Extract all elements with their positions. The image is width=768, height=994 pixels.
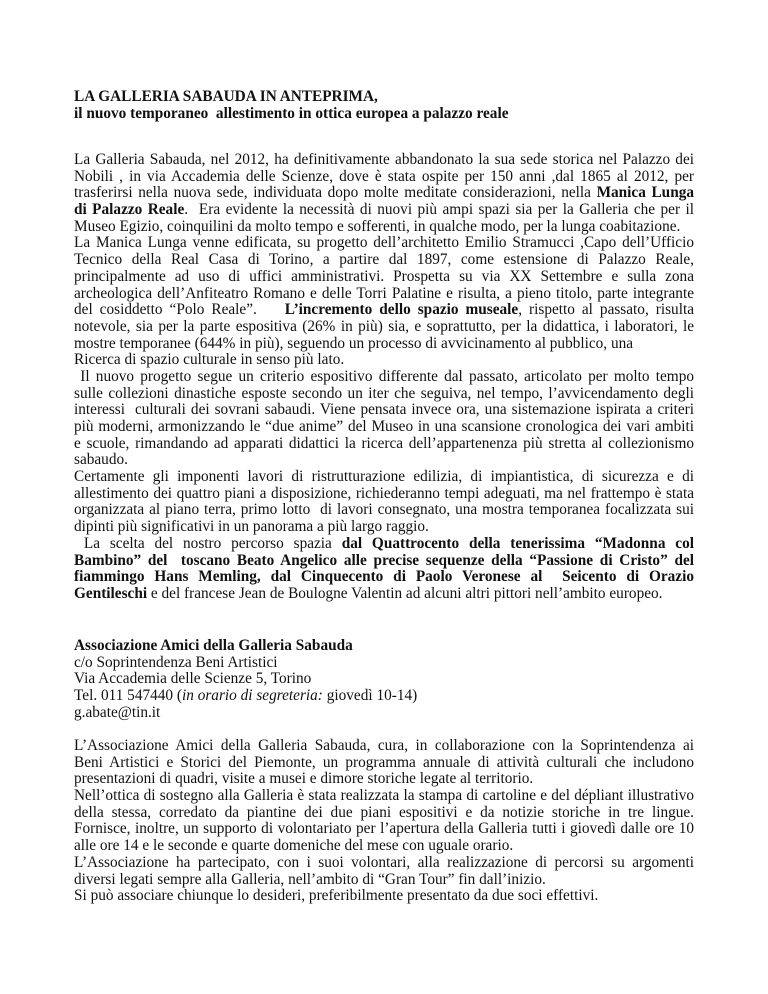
text-run: La Galleria Sabauda, nel 2012, ha definitivamente abbandonato la sua sede storica nel Palazzo dei bbox=[74, 151, 694, 168]
text-run: archeologica dell’Anfiteatro Romano e delle Torri Palatine e risulta, a pieno titolo, parte integrante bbox=[74, 284, 694, 302]
text-line bbox=[74, 352, 694, 369]
text-run: e del francese Jean de Boulogne Valentin ad alcuni altri pittori nell’ambito europeo. bbox=[147, 584, 663, 602]
text-run: . Era evidente la necessità di nuovi più ampi spazi sia per la Galleria che per il bbox=[184, 201, 694, 219]
text-line bbox=[74, 888, 694, 905]
text-line bbox=[74, 185, 694, 202]
text-line bbox=[74, 252, 694, 269]
text-run: interessi culturali dei sovrani sabaudi. Viene pensata invece ora, una sistemazione ispirata a criteri bbox=[74, 401, 694, 419]
text-run: Beni Artistici e Storici del Piemonte, un programma annuale di attività culturali che includono bbox=[74, 753, 694, 771]
text-line bbox=[74, 452, 694, 469]
text-line bbox=[74, 502, 694, 519]
text-line bbox=[74, 89, 694, 106]
text-line bbox=[74, 536, 694, 553]
text-line bbox=[74, 671, 694, 688]
text-run: del cosiddetto “Polo Reale”. bbox=[74, 301, 285, 319]
text-line bbox=[74, 688, 694, 705]
association-description bbox=[74, 738, 694, 905]
text-line bbox=[74, 705, 694, 722]
text-run: Tel. 011 547440 ( bbox=[74, 687, 182, 705]
text-line bbox=[74, 436, 694, 453]
text-line bbox=[74, 821, 694, 838]
text-run: Via Accademia delle Scienze 5, Torino bbox=[74, 670, 312, 688]
text-run: allestimento dei quattro piani a disposizione, richiederanno tempi adeguati, ma nel frattempo è stata bbox=[74, 484, 694, 502]
text-line bbox=[74, 755, 694, 772]
text-line bbox=[74, 202, 694, 219]
text-run: dipinti più significativi in un panorama a più largo raggio. bbox=[74, 518, 429, 536]
association-contact bbox=[74, 638, 694, 721]
text-run: trasferirsi nella nuova sede, individuata dopo molte meditate considerazioni, nella bbox=[74, 184, 597, 202]
text-line bbox=[74, 469, 694, 486]
text-line bbox=[74, 855, 694, 872]
bold-text: Manica Lunga bbox=[596, 184, 694, 202]
text-line bbox=[74, 235, 694, 252]
text-line bbox=[74, 569, 694, 586]
bold-text: Bambino” del toscano Beato Angelico alle precise sequenze della “Passione di Cristo” del bbox=[74, 551, 694, 569]
text-run: sabaudo. bbox=[74, 451, 128, 469]
bold-text: L’incremento dello spazio museale bbox=[284, 301, 519, 319]
bold-text: LA GALLERIA SABAUDA IN ANTEPRIMA, bbox=[74, 88, 378, 105]
text-run: mostre temporanee (644% in più), seguendo un processo di avvicinamento al pubblico, una bbox=[74, 334, 634, 352]
text-run: Fornisce, inoltre, un supporto di volontariato per l’apertura della Galleria tutti i giovedì dalle ore 10 bbox=[74, 820, 694, 838]
bold-text: fiammingo Hans Memling, dal Cinquecento di Paolo Veronese al Seicento di Orazio bbox=[74, 568, 694, 586]
text-run: alle ore 14 e le seconde e quarte domeniche del mese con uguale orario. bbox=[74, 837, 514, 855]
text-line bbox=[74, 419, 694, 436]
text-line bbox=[74, 638, 694, 655]
text-line bbox=[74, 106, 694, 123]
text-line bbox=[74, 553, 694, 570]
text-line bbox=[74, 269, 694, 286]
text-run: Si può associare chiunque lo desideri, preferibilmente presentato da due soci effettivi. bbox=[74, 887, 599, 905]
article-heading bbox=[74, 89, 694, 122]
text-run: sulle collezioni dinastiche esposte secondo un iter che seguiva, nel tempo, l’avvicendamento degli bbox=[74, 384, 694, 402]
text-line bbox=[74, 319, 694, 336]
text-run: notevole, sia per la parte espositiva (26% in più) sia, e soprattutto, per la didattica, i laboratori, le bbox=[74, 317, 694, 335]
text-run: , rispetto al passato, risulta bbox=[518, 301, 694, 319]
italic-text: in orario di segreteria: bbox=[181, 687, 323, 705]
text-run: principalmente ad uso di uffici amministrativi. Prospetta su via XX Settembre e sulla zona bbox=[74, 267, 694, 285]
text-line bbox=[74, 286, 694, 303]
text-run: organizzata al piano terra, primo lotto di lavori consegnato, una mostra temporanea focalizzata sui bbox=[74, 501, 694, 519]
text-line bbox=[74, 486, 694, 503]
text-line bbox=[74, 152, 694, 169]
article-body bbox=[74, 152, 694, 603]
text-line bbox=[74, 838, 694, 855]
text-run: presentazioni di quadri, visite a musei e dimore storiche legate al territorio. bbox=[74, 770, 534, 788]
bold-text: il nuovo temporaneo allestimento in ottica europea a palazzo reale bbox=[74, 104, 509, 122]
text-run: e scuole, rimandando ad apparati didattici la ricerca dell’appartenenza più stretta al collezionismo bbox=[74, 434, 694, 452]
text-line bbox=[74, 369, 694, 386]
text-line bbox=[74, 788, 694, 805]
text-line bbox=[74, 655, 694, 672]
bold-text: di Palazzo Reale bbox=[74, 201, 185, 219]
text-run: Museo Egizio, coinquilini da molto tempo e sofferenti, in qualche modo, per la lunga coabitazione. bbox=[74, 217, 681, 235]
text-run: della stessa, corredato da piantine dei due piani espositivi e da notizie storiche in tre lingue. bbox=[74, 803, 694, 821]
text-run: più moderni, armonizzando le “due anime” del Museo in una scansione cronologica dei vari ambiti bbox=[74, 418, 694, 435]
text-line bbox=[74, 738, 694, 755]
text-line bbox=[74, 872, 694, 889]
text-run: La Manica Lunga venne edificata, su progetto dell’architetto Emilio Stramucci ,Capo dell’Ufficio bbox=[74, 234, 694, 252]
text-line bbox=[74, 336, 694, 353]
bold-text: Associazione Amici della Galleria Sabauda bbox=[74, 637, 353, 654]
text-run: c/o Soprintendenza Beni Artistici bbox=[74, 653, 278, 671]
bold-text: Gentileschi bbox=[74, 584, 148, 602]
text-line bbox=[74, 219, 694, 236]
text-line bbox=[74, 169, 694, 186]
text-run: Nell’ottica di sostegno alla Galleria è stata realizzata la stampa di cartoline e del dépliant illustrativo bbox=[74, 787, 694, 805]
text-line bbox=[74, 386, 694, 403]
text-line bbox=[74, 302, 694, 319]
text-run: Il nuovo progetto segue un criterio espositivo differente dal passato, articolato per molto tempo bbox=[74, 367, 695, 385]
text-run: L’Associazione ha partecipato, con i suoi volontari, alla realizzazione di percorsi su argomenti bbox=[74, 853, 694, 871]
text-line bbox=[74, 771, 694, 788]
text-run: L’Associazione Amici della Galleria Sabauda, cura, in collaborazione con la Soprintendenza ai bbox=[74, 737, 694, 754]
text-line bbox=[74, 402, 694, 419]
text-run: La scelta del nostro percorso spazia bbox=[74, 534, 342, 552]
text-run: Ricerca di spazio culturale in senso più lato. bbox=[74, 351, 345, 369]
text-run: diversi legati sempre alla Galleria, nell’ambito di “Gran Tour” fin dall’inizio. bbox=[74, 870, 546, 888]
text-run: Nobili , in via Accademia delle Scienze, dove è stata ospite per 150 anni ,dal 1865 al 2012, per bbox=[74, 167, 694, 185]
text-run: giovedì 10-14) bbox=[322, 687, 418, 705]
text-run: Tecnico della Real Casa di Torino, a partire dal 1897, come estensione di Palazzo Reale, bbox=[74, 251, 694, 269]
text-run: Certamente gli imponenti lavori di ristrutturazione edilizia, di impiantistica, di sicurezza e di bbox=[74, 468, 694, 486]
text-line bbox=[74, 519, 694, 536]
text-line bbox=[74, 805, 694, 822]
bold-text: dal Quattrocento della tenerissima “Madonna col bbox=[341, 534, 694, 552]
email-address: g.abate@tin.it bbox=[74, 703, 161, 721]
text-line bbox=[74, 586, 694, 603]
